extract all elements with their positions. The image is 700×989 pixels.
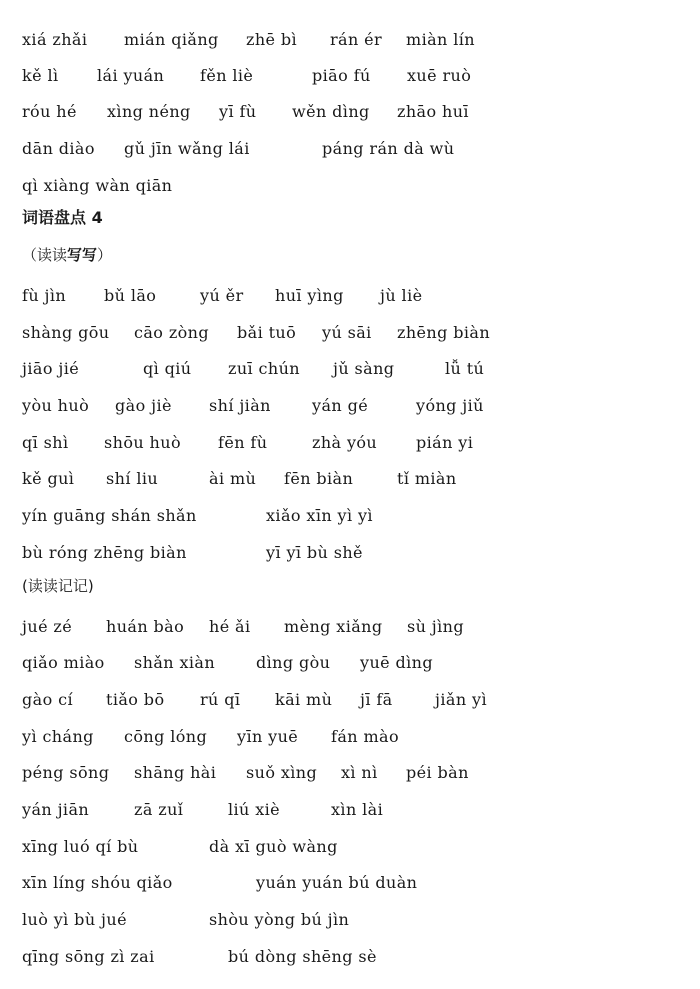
pinyin-word: suǒ xìng [246, 763, 318, 782]
pinyin-word: zhāo huī [397, 102, 469, 121]
pinyin-word: yín guāng shán shǎn [22, 506, 197, 525]
pinyin-word: dà xī guò wàng [209, 837, 338, 856]
pinyin-word: páng rán dà wù [322, 139, 455, 158]
pinyin-word: cāo zòng [134, 323, 210, 342]
pinyin-word: piāo fú [312, 66, 371, 85]
pinyin-word: fù jìn [22, 286, 67, 305]
pinyin-word: sù jìng [407, 617, 465, 636]
pinyin-word: rú qī [200, 690, 241, 709]
pinyin-word: shòu yòng bú jìn [209, 910, 350, 929]
section-title: 词语盘点 4 [22, 208, 103, 227]
pinyin-word: shàng gōu [22, 323, 110, 342]
pinyin-row [0, 908, 700, 938]
pinyin-word: qì qiú [143, 359, 192, 378]
pinyin-row [0, 688, 700, 718]
pinyin-row [0, 871, 700, 901]
pinyin-row [0, 284, 700, 314]
pinyin-word: dān diào [22, 139, 95, 158]
pinyin-word: lái yuán [97, 66, 165, 85]
pinyin-word: jǔ sàng [333, 359, 395, 378]
pinyin-word: qīng sōng zì zai [22, 947, 155, 966]
pinyin-row [0, 467, 700, 497]
pinyin-word: zhà yóu [312, 433, 378, 452]
pinyin-word: xiá zhǎi [22, 30, 88, 49]
pinyin-word: xuē ruò [407, 66, 472, 85]
pinyin-word: lǚ tú [445, 359, 485, 378]
pinyin-row [0, 64, 700, 94]
pinyin-word: miàn lín [406, 30, 475, 49]
pinyin-word: yán jiān [22, 800, 90, 819]
section-subtitle: (读读记记) [22, 577, 94, 595]
pinyin-row [0, 137, 700, 167]
pinyin-word: shǎn xiàn [134, 653, 216, 672]
pinyin-word: xiǎo xīn yì yì [266, 506, 373, 525]
pinyin-word: xì nì [341, 763, 378, 782]
pinyin-word: cōng lóng [124, 727, 208, 746]
pinyin-row [0, 945, 700, 975]
pinyin-word: bú dòng shēng sè [228, 947, 377, 966]
pinyin-word: qiǎo miào [22, 653, 105, 672]
pinyin-word: xīng luó qí bù [22, 837, 139, 856]
pinyin-word: shí jiàn [209, 396, 271, 415]
pinyin-word: liú xiè [228, 800, 281, 819]
pinyin-word: fěn liè [200, 66, 254, 85]
pinyin-word: qī shì [22, 433, 69, 452]
pinyin-word: kě lì [22, 66, 59, 85]
pinyin-word: yì cháng [22, 727, 94, 746]
subtitle-bold-part: 写写 [67, 246, 98, 264]
pinyin-word: gào jiè [115, 396, 172, 415]
pinyin-word: yòu huò [22, 396, 90, 415]
pinyin-word: tǐ miàn [397, 469, 457, 488]
pinyin-word: róu hé [22, 102, 77, 121]
pinyin-word: yuē dìng [360, 653, 434, 672]
pinyin-row [0, 504, 700, 534]
pinyin-row [0, 357, 700, 387]
pinyin-row [0, 100, 700, 130]
pinyin-row [0, 394, 700, 424]
pinyin-word: wěn dìng [292, 102, 370, 121]
pinyin-word: kě guì [22, 469, 75, 488]
pinyin-word: zuī chún [228, 359, 301, 378]
pinyin-word: mián qiǎng [124, 30, 219, 49]
pinyin-word: xìng néng [107, 102, 191, 121]
pinyin-word: bǔ lāo [104, 286, 157, 305]
pinyin-row [0, 28, 700, 58]
pinyin-word: bǎi tuō [237, 323, 297, 342]
pinyin-word: rán ér [330, 30, 383, 49]
pinyin-word: yīn yuē [237, 727, 299, 746]
pinyin-word: shí liu [106, 469, 159, 488]
pinyin-word: hé ǎi [209, 617, 251, 636]
subtitle-part: ） [97, 246, 113, 264]
subtitle-part: （读读 [22, 246, 68, 264]
pinyin-word: péng sōng [22, 763, 110, 782]
pinyin-word: yán gé [312, 396, 369, 415]
pinyin-row [0, 835, 700, 865]
pinyin-row [0, 174, 700, 204]
pinyin-word: kāi mù [275, 690, 333, 709]
pinyin-word: jué zé [22, 617, 73, 636]
pinyin-word: dìng gòu [256, 653, 331, 672]
pinyin-word: luò yì bù jué [22, 910, 127, 929]
pinyin-word: bù róng zhēng biàn [22, 543, 187, 562]
pinyin-word: jiǎn yì [435, 690, 487, 709]
pinyin-word: yī fù [219, 102, 257, 121]
pinyin-word: shāng hài [134, 763, 217, 782]
pinyin-word: yuán yuán bú duàn [256, 873, 418, 892]
pinyin-word: zā zuǐ [134, 800, 184, 819]
pinyin-word: xīn líng shóu qiǎo [22, 873, 173, 892]
pinyin-word: xìn lài [331, 800, 384, 819]
pinyin-word: tiǎo bō [106, 690, 165, 709]
pinyin-row [0, 431, 700, 461]
pinyin-word: gǔ jīn wǎng lái [124, 139, 250, 158]
pinyin-word: yī yī bù shě [266, 543, 363, 562]
section-subtitle [22, 243, 112, 267]
pinyin-word: jù liè [380, 286, 423, 305]
pinyin-word: mèng xiǎng [284, 617, 383, 636]
pinyin-word: fēn fù [218, 433, 268, 452]
pinyin-row [0, 651, 700, 681]
pinyin-row [0, 798, 700, 828]
pinyin-word: huán bào [106, 617, 185, 636]
pinyin-word: ài mù [209, 469, 257, 488]
pinyin-word: yú ěr [200, 286, 244, 305]
pinyin-word: jī fā [360, 690, 393, 709]
pinyin-word: péi bàn [406, 763, 469, 782]
pinyin-word: yóng jiǔ [416, 396, 484, 415]
pinyin-word: pián yi [416, 433, 474, 452]
pinyin-row [0, 541, 700, 571]
pinyin-word: zhē bì [246, 30, 298, 49]
pinyin-word: jiāo jié [22, 359, 80, 378]
pinyin-row [0, 615, 700, 645]
pinyin-word: yú sāi [322, 323, 372, 342]
pinyin-word: zhēng biàn [397, 323, 491, 342]
pinyin-row [0, 761, 700, 791]
pinyin-word: gào cí [22, 690, 73, 709]
pinyin-word: huī yìng [275, 286, 344, 305]
pinyin-word: qì xiàng wàn qiān [22, 176, 173, 195]
pinyin-word: fán mào [331, 727, 399, 746]
pinyin-row [0, 321, 700, 351]
pinyin-row [0, 725, 700, 755]
pinyin-word: shōu huò [104, 433, 181, 452]
pinyin-word: fēn biàn [284, 469, 354, 488]
